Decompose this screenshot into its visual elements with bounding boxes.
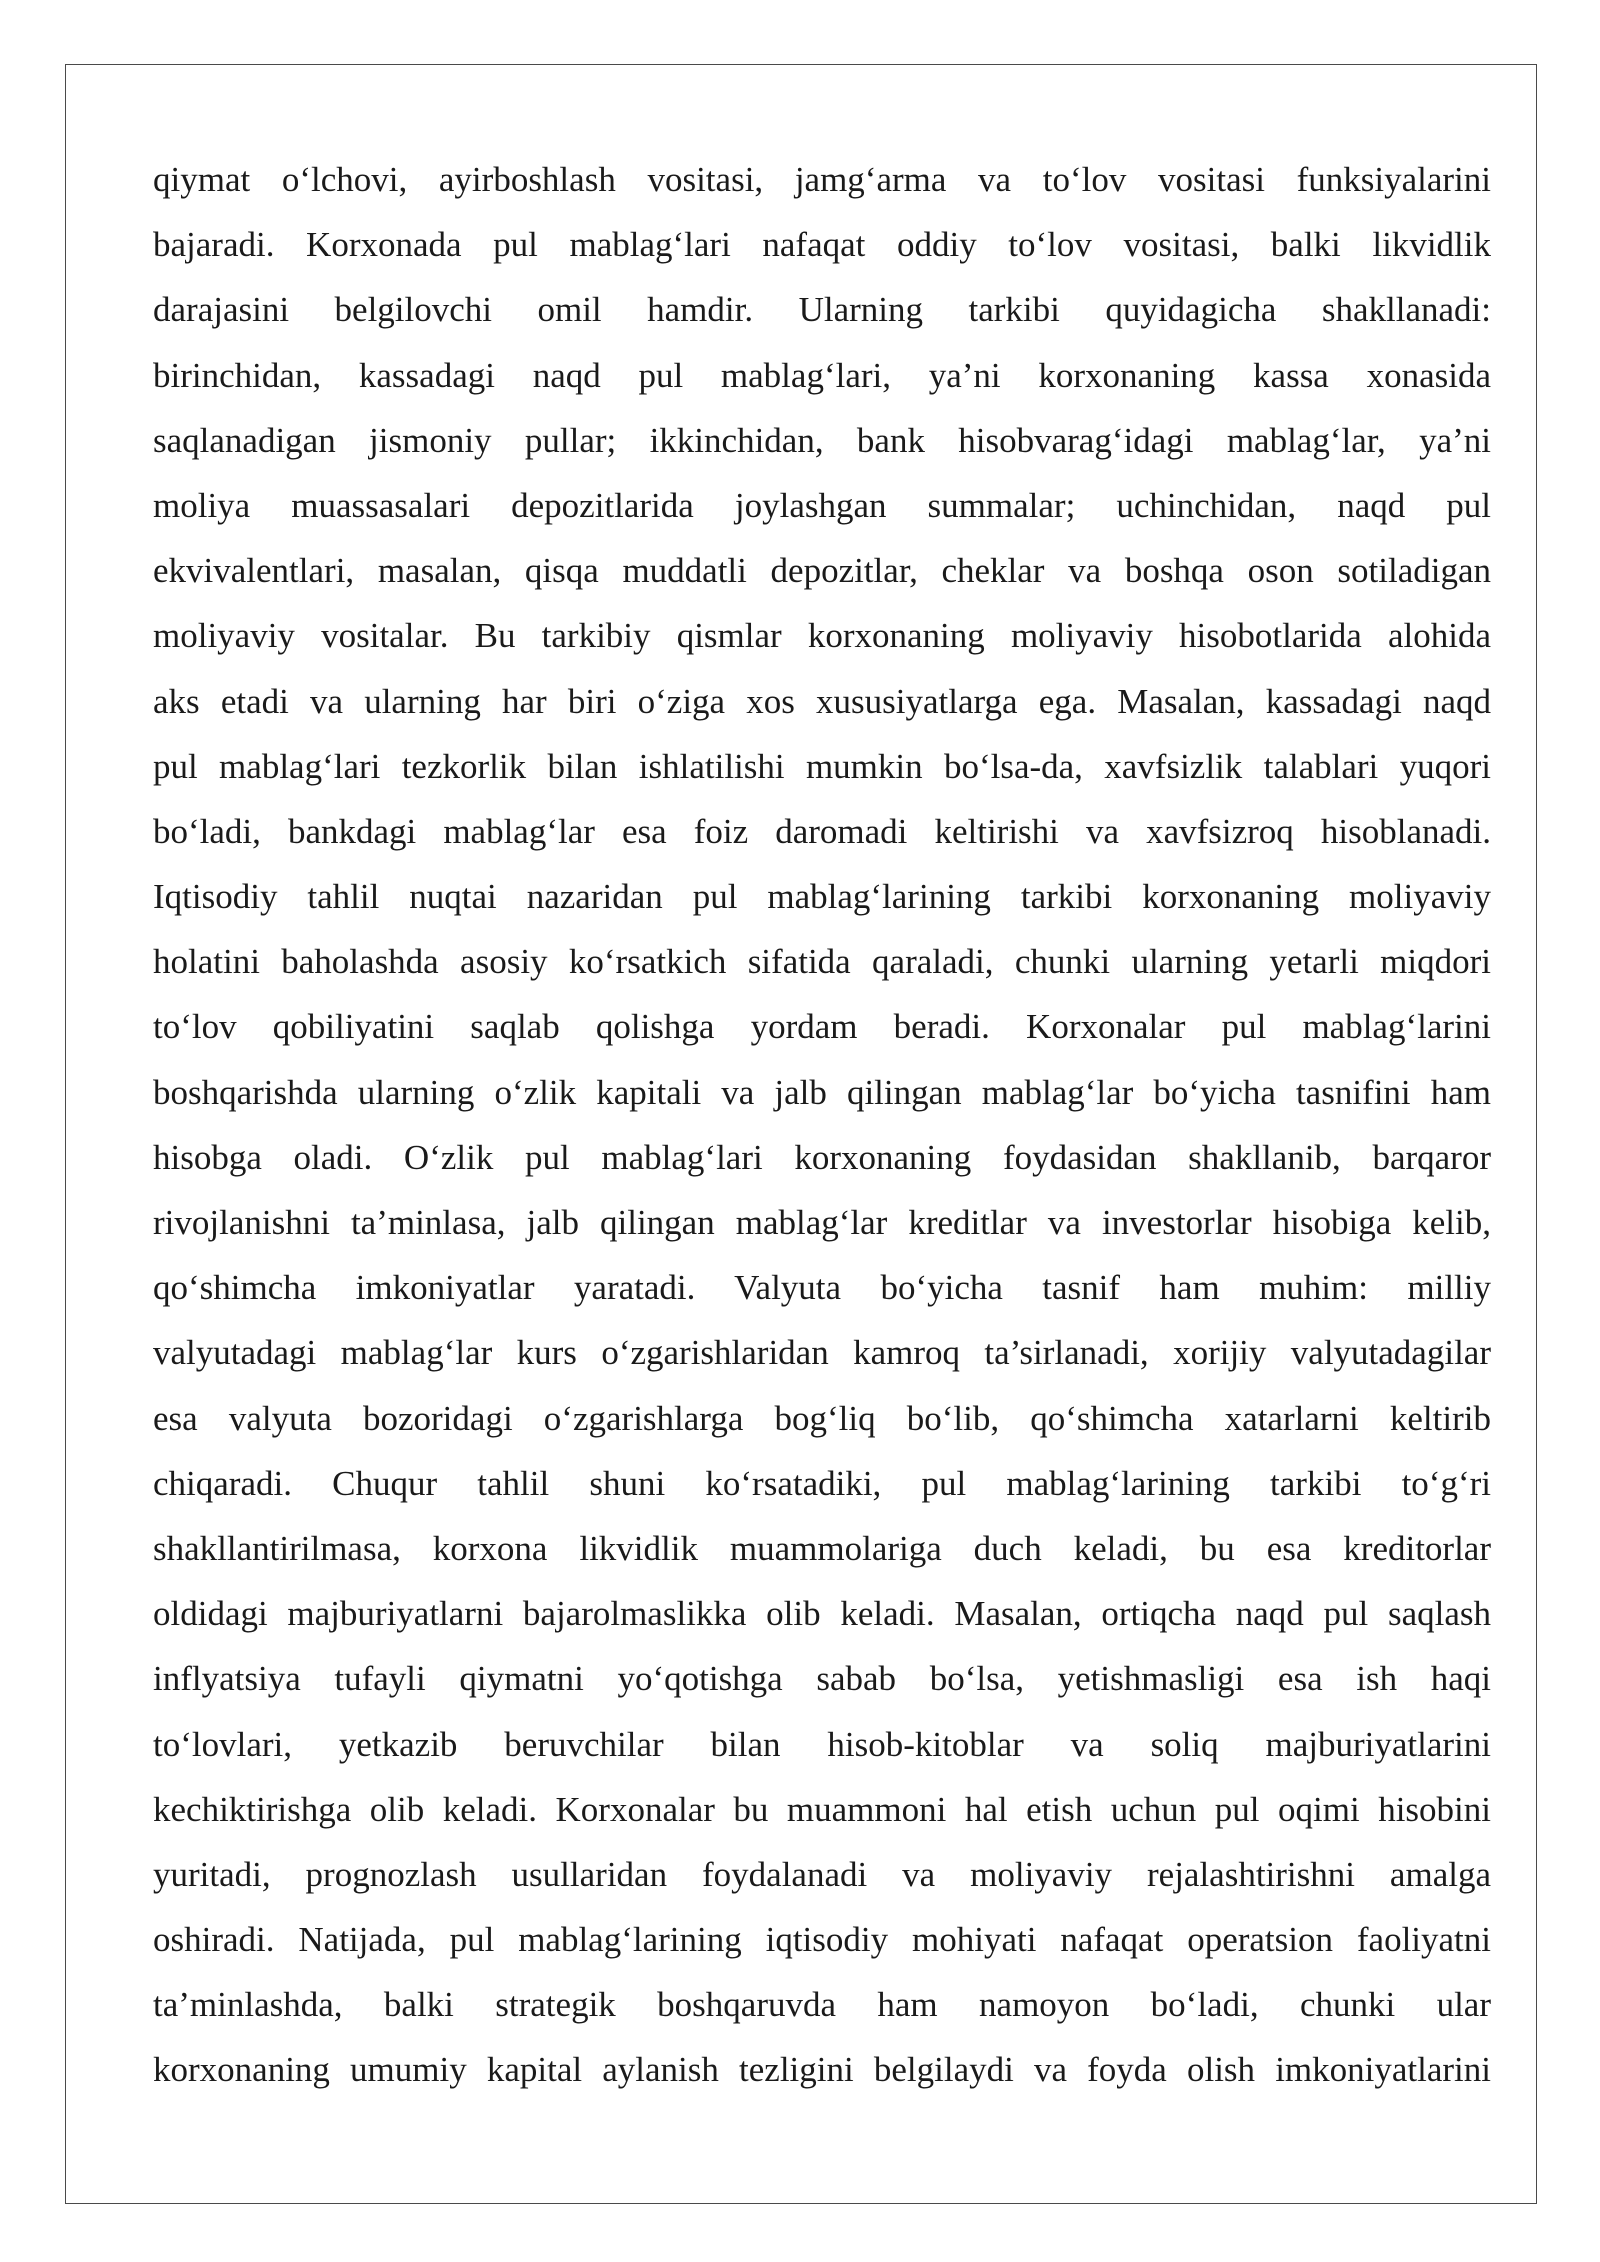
- text-line: qo‘shimcha imkoniyatlar yaratadi. Valyuta bo‘yicha tasnif ham muhim: milliy: [153, 1268, 1491, 1308]
- text-line: moliya muassasalari depozitlarida joylashgan summalar; uchinchidan, naqd pul: [153, 485, 1491, 525]
- text-line: inflyatsiya tufayli qiymatni yo‘qotishga sabab bo‘lsa, yetishmasligi esa ish haqi: [153, 1659, 1491, 1699]
- text-line: yuritadi, prognozlash usullaridan foydalanadi va moliyaviy rejalashtirishni amalga: [153, 1854, 1491, 1894]
- text-line: bajaradi. Korxonada pul mablag‘lari nafaqat oddiy to‘lov vositasi, balki likvidlik: [153, 225, 1491, 265]
- text-line: chiqaradi. Chuqur tahlil shuni ko‘rsatadiki, pul mablag‘larining tarkibi to‘g‘ri: [153, 1463, 1491, 1503]
- text-line: kechiktirishga olib keladi. Korxonalar bu muammoni hal etish uchun pul oqimi hisobini: [153, 1789, 1491, 1829]
- text-line: birinchidan, kassadagi naqd pul mablag‘lari, ya’ni korxonaning kassa xonasida: [153, 355, 1491, 395]
- text-line: Iqtisodiy tahlil nuqtai nazaridan pul mablag‘larining tarkibi korxonaning moliyaviy: [153, 877, 1491, 917]
- text-line: holatini baholashda asosiy ko‘rsatkich sifatida qaraladi, chunki ularning yetarli miqdori: [153, 942, 1491, 982]
- text-line: to‘lov qobiliyatini saqlab qolishga yordam beradi. Korxonalar pul mablag‘larini: [153, 1007, 1491, 1047]
- text-line: bo‘ladi, bankdagi mablag‘lar esa foiz daromadi keltirishi va xavfsizroq hisoblanadi.: [153, 811, 1491, 851]
- text-line: qiymat o‘lchovi, ayirboshlash vositasi, jamg‘arma va to‘lov vositasi funksiyalarini: [153, 160, 1491, 199]
- text-line: ta’minlashda, balki strategik boshqaruvda ham namoyon bo‘ladi, chunki ular: [153, 1985, 1491, 2025]
- text-line: valyutadagi mablag‘lar kurs o‘zgarishlaridan kamroq ta’sirlanadi, xorijiy valyutadagilar: [153, 1333, 1491, 1373]
- text-line: korxonaning umumiy kapital aylanish tezligini belgilaydi va foyda olish imkoniyatlarini: [153, 2050, 1491, 2090]
- text-line: ekvivalentlari, masalan, qisqa muddatli depozitlar, cheklar va boshqa oson sotiladigan: [153, 551, 1491, 591]
- text-line: aks etadi va ularning har biri o‘ziga xos xususiyatlarga ega. Masalan, kassadagi naqd: [153, 681, 1491, 721]
- text-line: oldidagi majburiyatlarni bajarolmaslikka olib keladi. Masalan, ortiqcha naqd pul saqlash: [153, 1594, 1491, 1634]
- text-line: to‘lovlari, yetkazib beruvchilar bilan hisob-kitoblar va soliq majburiyatlarini: [153, 1724, 1491, 1764]
- text-line: shakllantirilmasa, korxona likvidlik muammolariga duch keladi, bu esa kreditorlar: [153, 1528, 1491, 1568]
- text-line: pul mablag‘lari tezkorlik bilan ishlatilishi mumkin bo‘lsa-da, xavfsizlik talablari yuqori: [153, 746, 1491, 786]
- text-line: boshqarishda ularning o‘zlik kapitali va jalb qilingan mablag‘lar bo‘yicha tasnifini ham: [153, 1072, 1491, 1112]
- text-line: rivojlanishni ta’minlasa, jalb qilingan mablag‘lar kreditlar va investorlar hisobiga kelib,: [153, 1203, 1491, 1242]
- text-line: saqlanadigan jismoniy pullar; ikkinchidan, bank hisobvarag‘idagi mablag‘lar, ya’ni: [153, 420, 1491, 460]
- text-line: oshiradi. Natijada, pul mablag‘larining iqtisodiy mohiyati nafaqat operatsion faoliyatni: [153, 1920, 1491, 1960]
- text-line: esa valyuta bozoridagi o‘zgarishlarga bog‘liq bo‘lib, qo‘shimcha xatarlarni keltirib: [153, 1398, 1491, 1438]
- text-line: darajasini belgilovchi omil hamdir. Ularning tarkibi quyidagicha shakllanadi:: [153, 290, 1491, 330]
- text-line: moliyaviy vositalar. Bu tarkibiy qismlar korxonaning moliyaviy hisobotlarida alohida: [153, 616, 1491, 656]
- body-paragraph: [153, 147, 1491, 2103]
- text-line: hisobga oladi. O‘zlik pul mablag‘lari korxonaning foydasidan shakllanib, barqaror: [153, 1137, 1491, 1177]
